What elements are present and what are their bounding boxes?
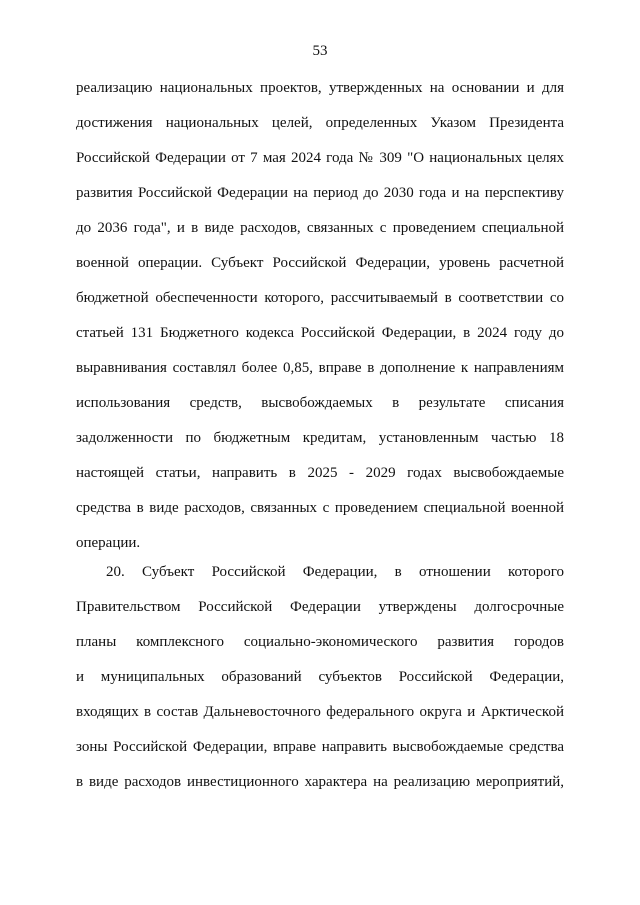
paragraph-line: до 2036 года", и в виде расходов, связанных с проведением специальной bbox=[76, 220, 564, 236]
paragraph-line: и муниципальных образований субъектов Российской Федерации, bbox=[76, 669, 564, 685]
paragraph-line: средства в виде расходов, связанных с проведением специальной военной bbox=[76, 500, 564, 516]
paragraph-line: входящих в состав Дальневосточного федерального округа и Арктической bbox=[76, 704, 564, 720]
paragraph-2 bbox=[76, 563, 564, 803]
paragraph-line: использования средств, высвобождаемых в результате списания bbox=[76, 395, 564, 411]
paragraph-line: реализацию национальных проектов, утвержденных на основании и для bbox=[76, 80, 564, 96]
paragraph-line: в виде расходов инвестиционного характера на реализацию мероприятий, bbox=[76, 774, 564, 790]
paragraph-line: Российской Федерации от 7 мая 2024 года № 309 "О национальных целях bbox=[76, 150, 564, 166]
paragraph-line: 20. Субъект Российской Федерации, в отношении которого bbox=[106, 564, 564, 580]
paragraph-line: развития Российской Федерации на период до 2030 года и на перспективу bbox=[76, 185, 564, 201]
paragraph-line: бюджетной обеспеченности которого, рассчитываемый в соответствии со bbox=[76, 290, 564, 306]
page-number: 53 bbox=[312, 43, 328, 59]
paragraph-line: операции. bbox=[76, 535, 141, 551]
paragraph-line: настоящей статьи, направить в 2025 - 2029 годах высвобождаемые bbox=[76, 465, 564, 481]
paragraph-line: военной операции. Субъект Российской Федерации, уровень расчетной bbox=[76, 255, 564, 271]
paragraph-line: Правительством Российской Федерации утверждены долгосрочные bbox=[76, 599, 564, 615]
paragraph-line: достижения национальных целей, определенных Указом Президента bbox=[76, 115, 564, 131]
paragraph-line: выравнивания составлял более 0,85, вправе в дополнение к направлениям bbox=[76, 360, 564, 376]
paragraph-line: статьей 131 Бюджетного кодекса Российской Федерации, в 2024 году до bbox=[76, 325, 564, 341]
paragraph-1 bbox=[76, 79, 564, 549]
paragraph-line: задолженности по бюджетным кредитам, установленным частью 18 bbox=[76, 430, 564, 446]
paragraph-line: планы комплексного социально-экономического развития городов bbox=[76, 634, 564, 650]
paragraph-line: зоны Российской Федерации, вправе направить высвобождаемые средства bbox=[76, 739, 564, 755]
